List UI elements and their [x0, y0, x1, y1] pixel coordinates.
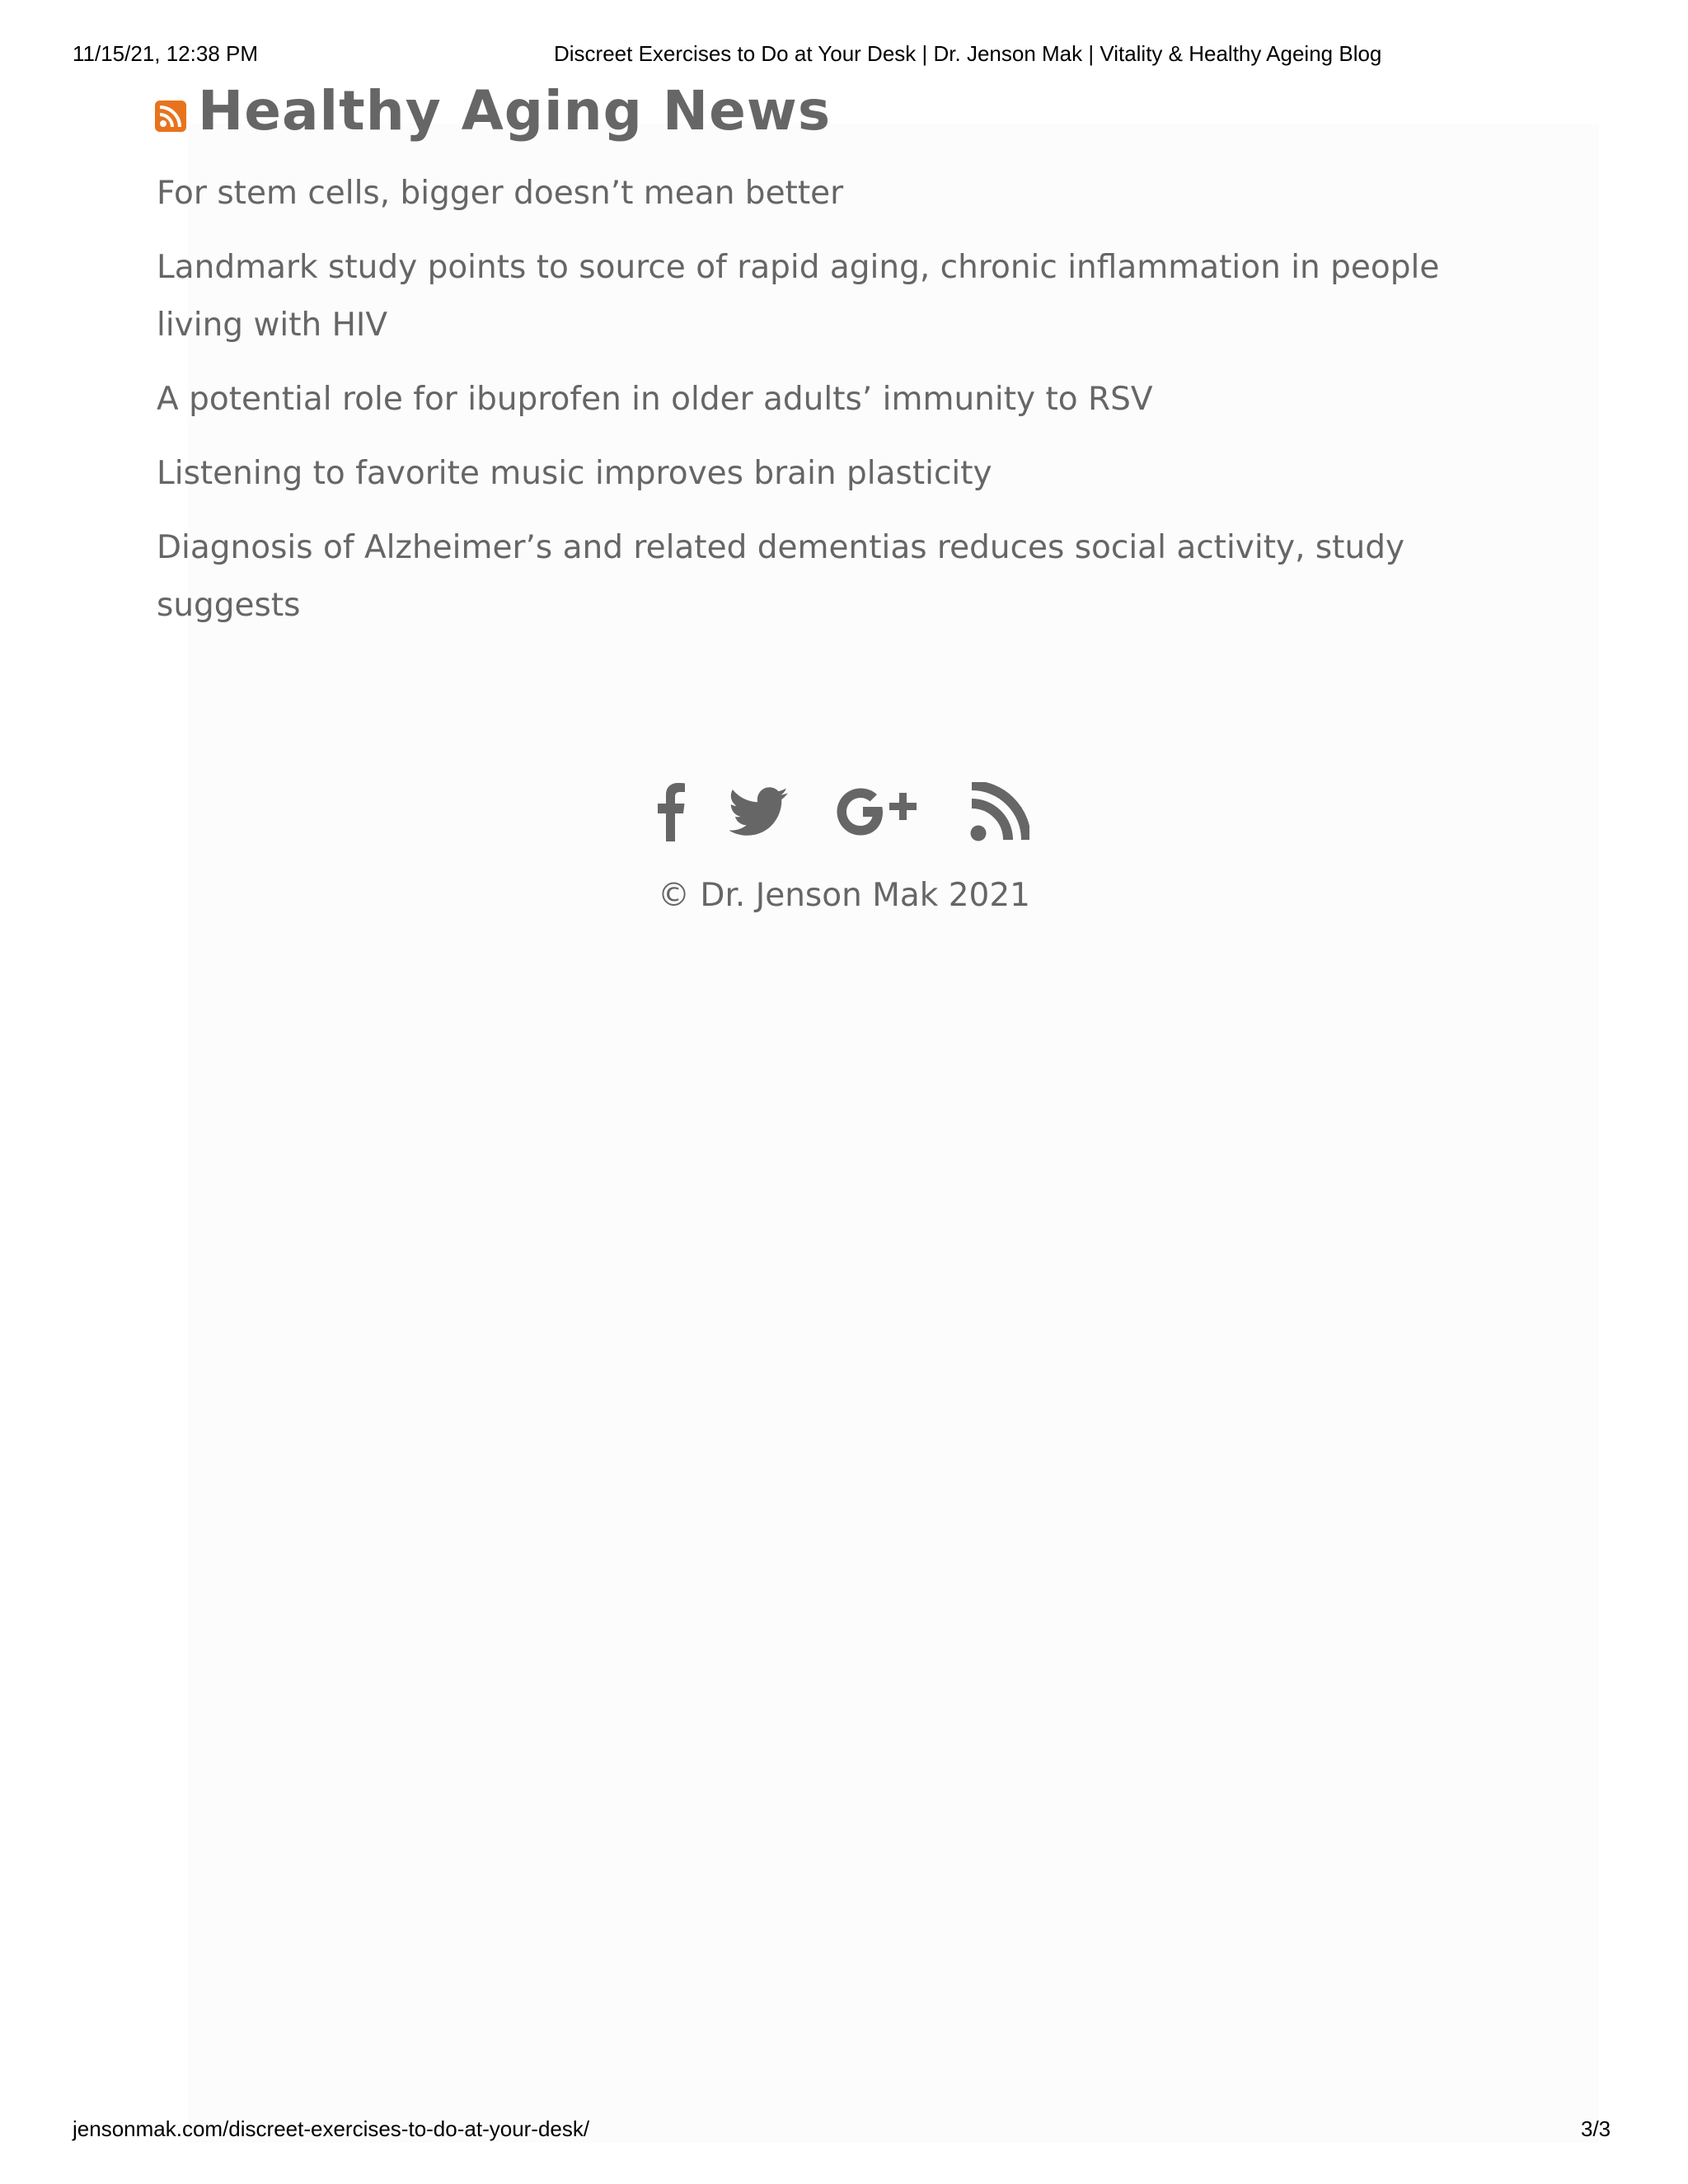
google-plus-icon[interactable]	[833, 782, 926, 841]
rss-feed-icon	[155, 101, 186, 132]
copyright-text: © Dr. Jenson Mak 2021	[658, 877, 1030, 914]
news-widget-header	[155, 78, 831, 144]
news-widget-title[interactable]: Healthy Aging News	[198, 79, 832, 143]
print-datetime: 11/15/21, 12:38 PM	[73, 41, 259, 66]
print-footer-url: jensonmak.com/discreet-exercises-to-do-at-your-desk/	[73, 2116, 590, 2141]
print-page-number: 3/3	[1581, 2116, 1611, 2141]
news-item-link[interactable]: For stem cells, bigger doesn’t mean better	[157, 175, 844, 212]
rss-icon[interactable]	[970, 782, 1029, 841]
rss-feed-link[interactable]	[155, 91, 198, 132]
news-item-link[interactable]: Diagnosis of Alzheimer’s and related dementias reduces social activity, study suggests	[157, 529, 1405, 624]
twitter-icon[interactable]	[729, 787, 789, 837]
news-item-link[interactable]: Listening to favorite music improves brain plasticity	[157, 455, 992, 492]
news-list	[157, 165, 1525, 651]
social-links	[655, 779, 1029, 845]
news-item-link[interactable]: Landmark study points to source of rapid aging, chronic inflammation in people living with HIV	[157, 249, 1440, 344]
print-page-title: Discreet Exercises to Do at Your Desk | Dr. Jenson Mak | Vitality & Healthy Ageing Blog	[554, 41, 1382, 66]
news-item-link[interactable]: A potential role for ibuprofen in older adults’ immunity to RSV	[157, 381, 1153, 418]
facebook-icon[interactable]	[655, 782, 685, 841]
